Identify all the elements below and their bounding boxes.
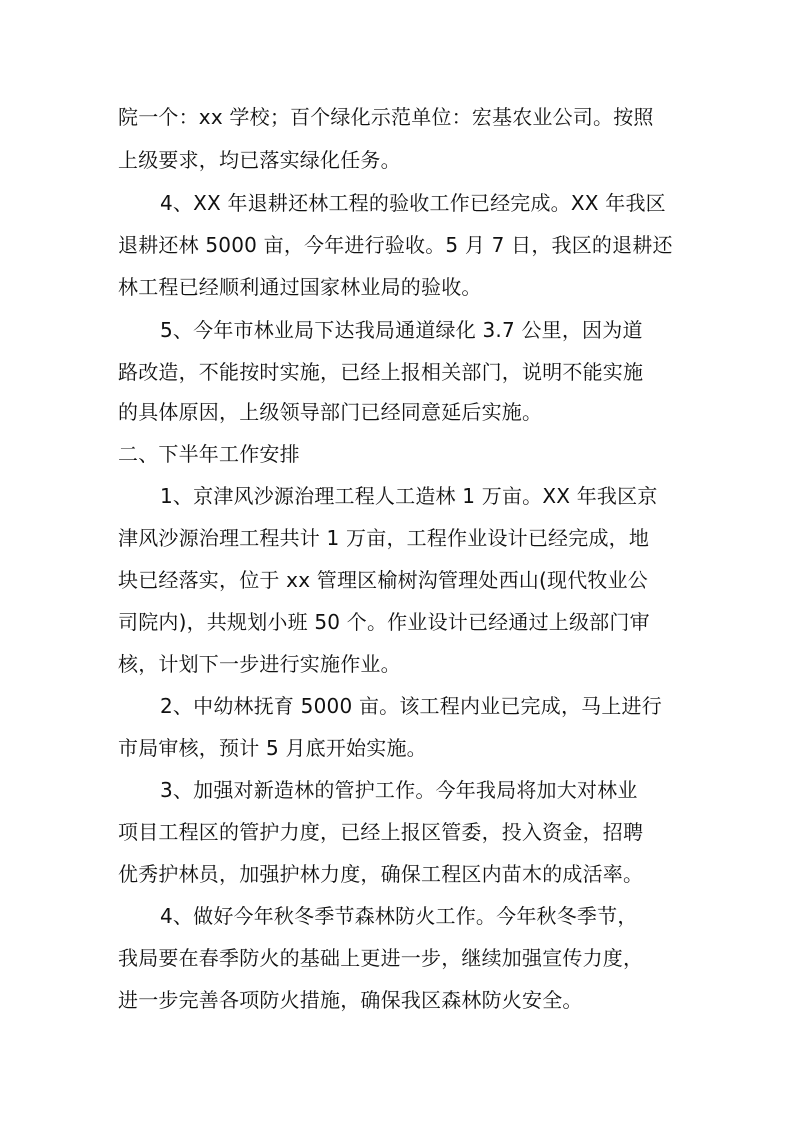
text-line: 上级要求，均已落实绿化任务。 <box>118 148 401 172</box>
section-heading: 二、下半年工作安排 <box>118 442 300 466</box>
text-line: 津风沙源治理工程共计 1 万亩，工程作业设计已经完成，地 <box>118 526 650 550</box>
text-line: 核，计划下一步进行实施作业。 <box>118 652 401 676</box>
text-line: 块已经落实，位于 xx 管理区榆树沟管理处西山(现代牧业公 <box>118 568 648 592</box>
text-line: 路改造，不能按时实施，已经上报相关部门，说明不能实施 <box>118 360 644 384</box>
text-line: 市局审核，预计 5 月底开始实施。 <box>118 736 427 760</box>
text-line: 4、XX 年退耕还林工程的验收工作已经完成。XX 年我区 <box>160 191 666 215</box>
text-line: 1、京津风沙源治理工程人工造林 1 万亩。XX 年我区京 <box>160 484 658 508</box>
text-line: 项目工程区的管护力度，已经上报区管委，投入资金，招聘 <box>118 820 644 844</box>
text-line: 退耕还林 5000 亩，今年进行验收。5 月 7 日，我区的退耕还 <box>118 233 673 257</box>
text-line: 林工程已经顺利通过国家林业局的验收。 <box>118 275 482 299</box>
text-line: 优秀护林员，加强护林力度，确保工程区内苗木的成活率。 <box>118 862 644 886</box>
text-line: 进一步完善各项防火措施，确保我区森林防火安全。 <box>118 988 583 1012</box>
text-line: 4、做好今年秋冬季节森林防火工作。今年秋冬季节， <box>160 904 638 928</box>
text-line: 院一个：xx 学校；百个绿化示范单位：宏基农业公司。按照 <box>118 105 654 129</box>
text-line: 2、中幼林抚育 5000 亩。该工程内业已完成，马上进行 <box>160 694 662 718</box>
text-line: 3、加强对新造林的管护工作。今年我局将加大对林业 <box>160 778 638 802</box>
text-line: 司院内)，共规划小班 50 个。作业设计已经通过上级部门审 <box>118 610 650 634</box>
text-line: 5、今年市林业局下达我局通道绿化 3.7 公里，因为道 <box>160 318 643 342</box>
text-line: 的具体原因，上级领导部门已经同意延后实施。 <box>118 400 543 424</box>
text-line: 我局要在春季防火的基础上更进一步，继续加强宣传力度， <box>118 946 644 970</box>
